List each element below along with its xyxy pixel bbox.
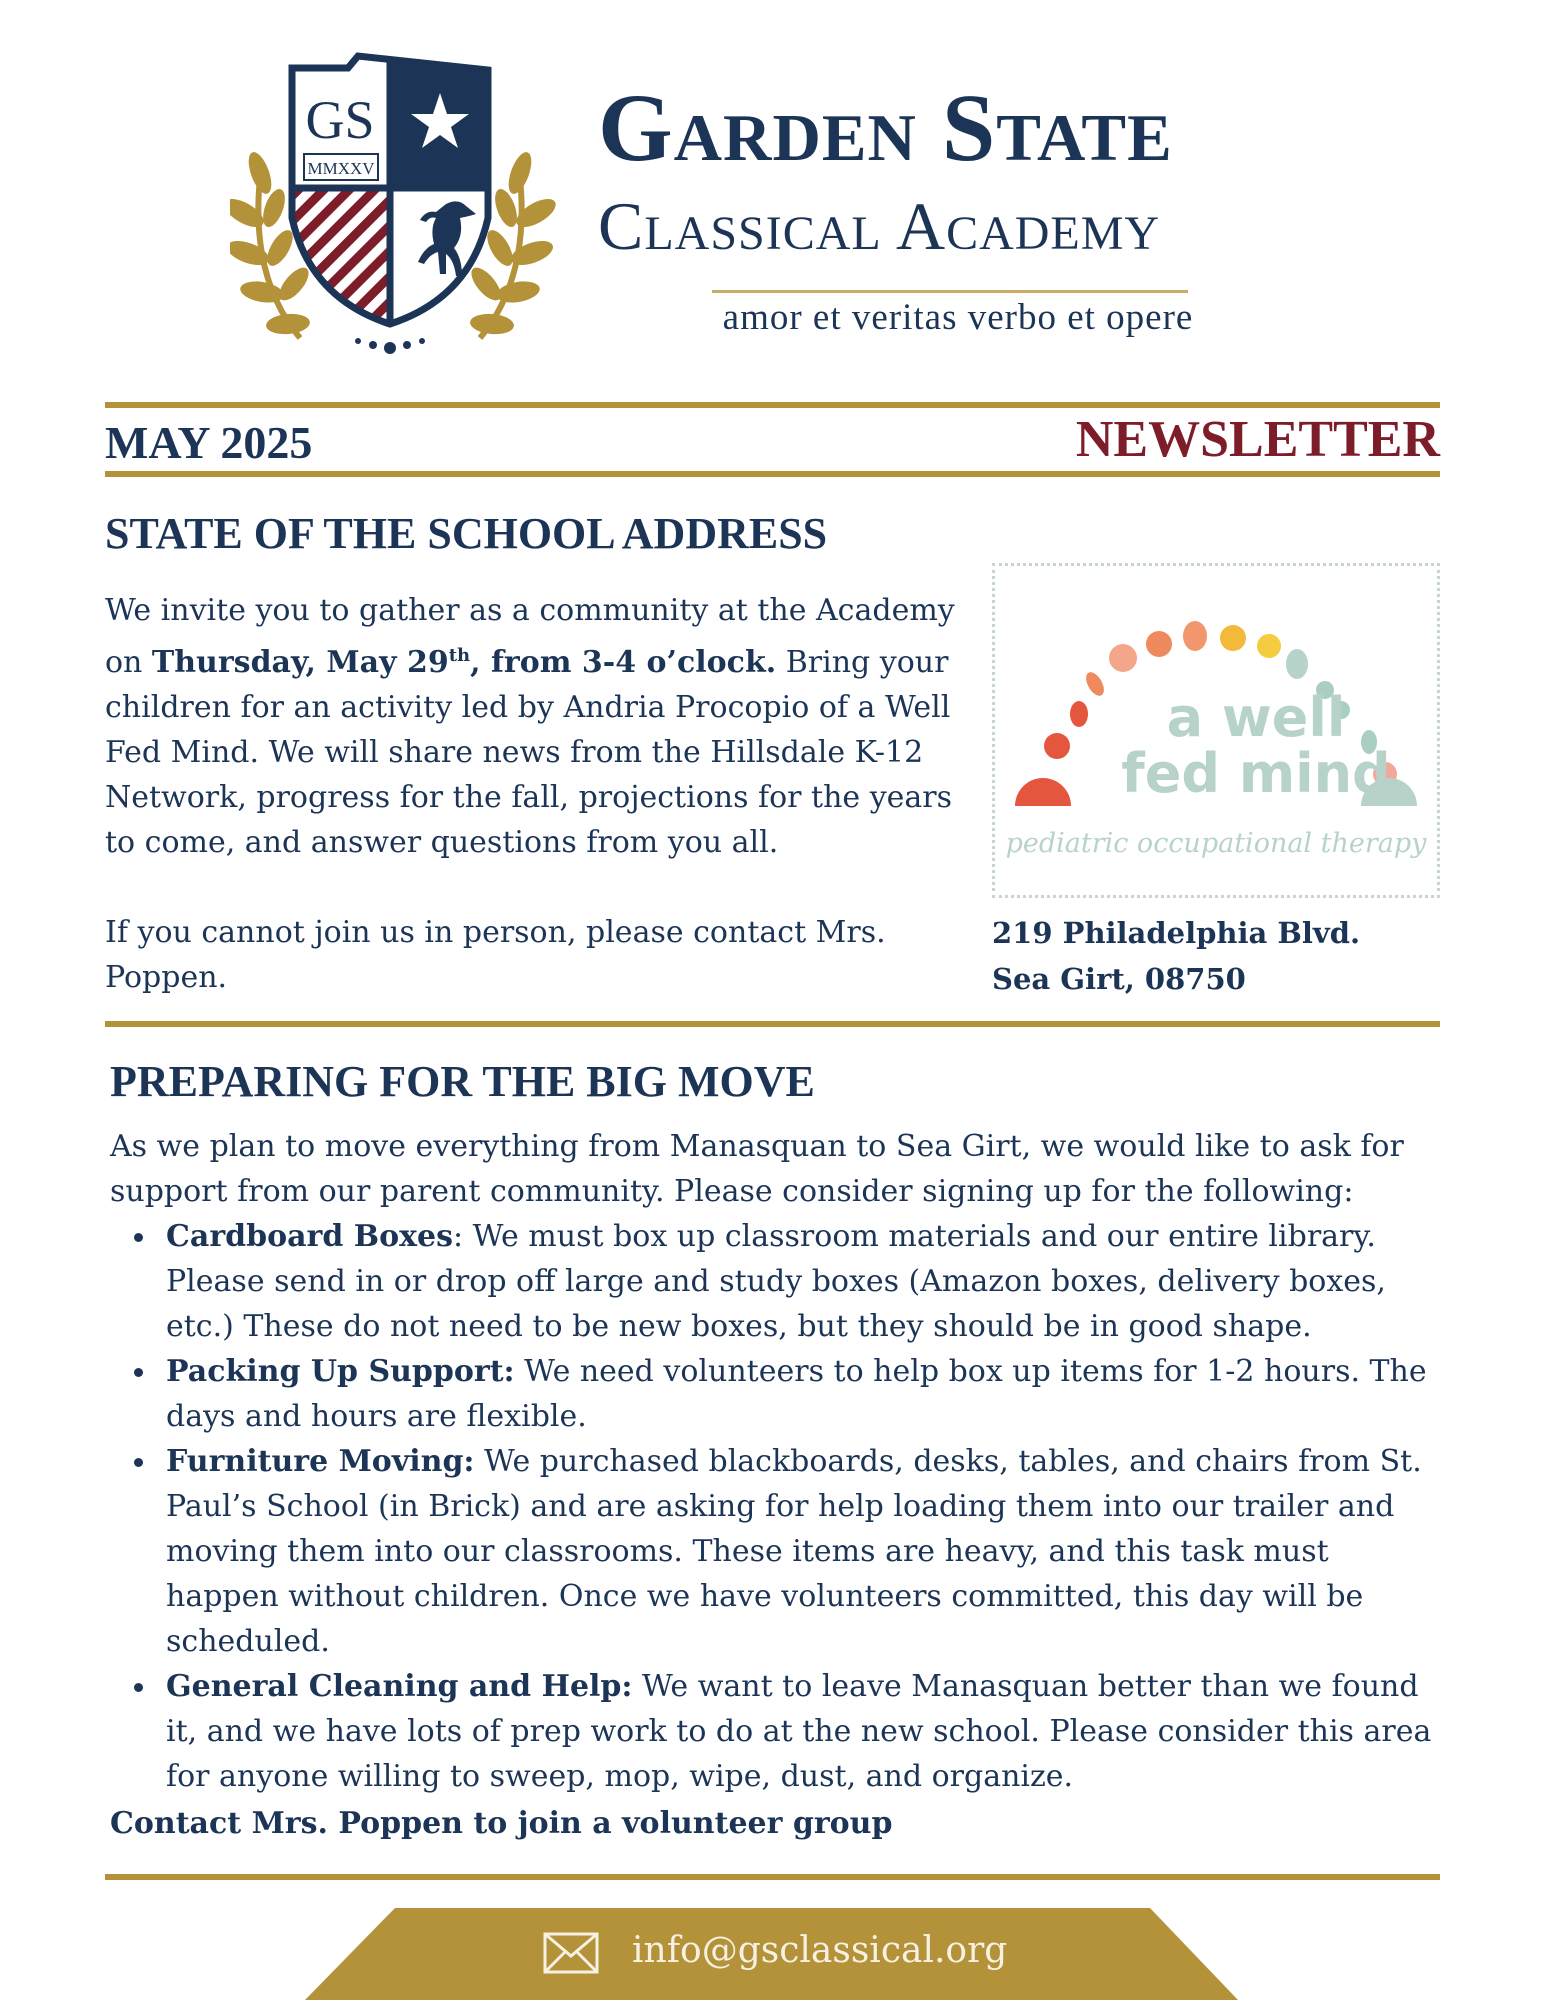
issue-date: MAY 2025	[105, 417, 313, 468]
list-item-title: Furniture Moving:	[166, 1444, 475, 1479]
partner-name-line1: a well	[1166, 686, 1346, 749]
state-of-school-body	[105, 588, 975, 1000]
school-crest-logo	[230, 48, 570, 358]
mail-icon	[543, 1932, 599, 1974]
masthead-top-rule	[105, 402, 1440, 408]
list-item-text: We need volunteers to help box up items for 1-2 hours. The days and hours are flexible.	[166, 1354, 1427, 1434]
volunteer-call-to-action: Contact Mrs. Poppen to join a volunteer group	[110, 1806, 893, 1841]
school-motto: amor et veritas verbo et opere	[722, 297, 1194, 338]
section-heading-state-of-school: STATE OF THE SCHOOL ADDRESS	[105, 509, 828, 558]
paragraph-text: Bring your children for an activity led by Andria Procopio of a Well Fed Mind. We will share news from the Hillsdale K-12 Network, progress for the fall, projections for the years to come, and answer questions from you all.	[105, 645, 953, 860]
volunteer-list	[110, 1214, 1440, 1799]
partner-logo	[992, 563, 1440, 898]
crest-year: MMXXV	[307, 159, 375, 178]
address-city: Sea Girt, 08750	[992, 962, 1246, 996]
school-subname: Classical Academy	[598, 188, 1161, 264]
footer-rule	[105, 1874, 1440, 1880]
masthead-bottom-rule	[105, 471, 1440, 477]
ornament-dots-icon	[355, 338, 425, 354]
crest-monogram: GS	[305, 90, 375, 150]
list-item	[110, 1214, 1440, 1349]
title-divider	[712, 290, 1188, 293]
list-item	[110, 1349, 1440, 1439]
section-heading-big-move: PREPARING FOR THE BIG MOVE	[110, 1057, 815, 1106]
list-item	[110, 1439, 1440, 1664]
section-divider	[105, 1021, 1440, 1027]
partner-name-line2: fed mind	[1121, 742, 1391, 805]
paragraph-text: We invite you to gather as a community at the Academy on	[105, 593, 955, 680]
list-item	[110, 1664, 1440, 1799]
list-item-title: General Cleaning and Help:	[166, 1669, 633, 1704]
list-item-text: : We must box up classroom materials and our entire library. Please send in or drop off large and study boxes (Amazon boxes, delivery boxes, etc.) These do not need to be new boxes, but they should be in good shape.	[166, 1219, 1386, 1344]
contact-email-link[interactable]: info@gsclassical.org	[632, 1930, 1008, 1971]
list-item-title: Packing Up Support:	[166, 1354, 515, 1389]
state-of-school-paragraph	[105, 588, 975, 865]
contact-paragraph: If you cannot join us in person, please contact Mrs. Poppen.	[105, 915, 886, 995]
list-item-text: We want to leave Manasquan better than we found it, and we have lots of prep work to do at the new school. Please consider this area for anyone willing to sweep, mop, wipe, dust, and organize.	[166, 1669, 1432, 1794]
event-datetime: Thursday, May 29th, from 3-4 o’clock.	[151, 645, 777, 680]
list-item-title: Cardboard Boxes	[166, 1219, 453, 1254]
list-item-text: We purchased blackboards, desks, tables, and chairs from St. Paul’s School (in Brick) and are asking for help loading them into our trailer and moving them into our classrooms. These items are heavy, and this task must happen without children. Once we have volunteers committed, this day will be scheduled.	[166, 1444, 1422, 1659]
big-move-intro: As we plan to move everything from Manasquan to Sea Girt, we would like to ask for support from our parent community. Please consider signing up for the following:	[110, 1129, 1404, 1209]
issue-label: NEWSLETTER	[1075, 411, 1440, 468]
event-address	[992, 910, 1360, 1002]
address-street: 219 Philadelphia Blvd.	[992, 916, 1361, 950]
school-name: Garden State	[598, 74, 1173, 181]
partner-tagline: pediatric occupational therapy	[1005, 828, 1427, 859]
